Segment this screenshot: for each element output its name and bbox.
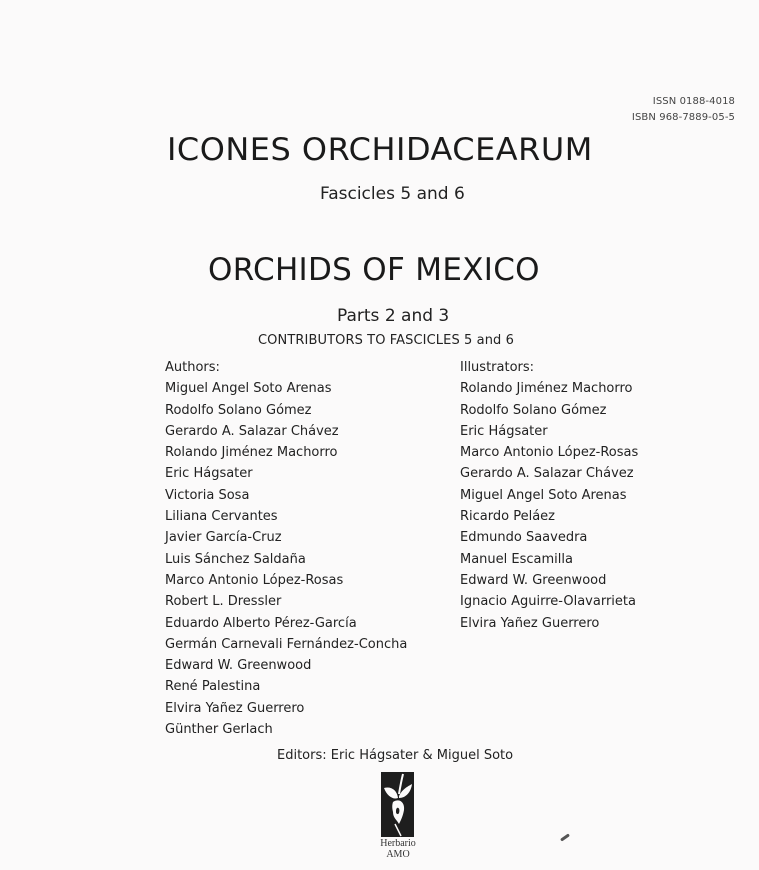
pen-mark <box>560 833 570 841</box>
illustrator-name: Rolando Jiménez Machorro <box>460 381 633 397</box>
illustrator-name: Elvira Yañez Guerrero <box>460 615 600 631</box>
illustrator-name: Miguel Angel Soto Arenas <box>460 487 627 503</box>
isbn: ISBN 968-7889-05-5 <box>631 112 735 123</box>
illustrator-name: Ignacio Aguirre-Olavarrieta <box>460 594 636 610</box>
author-name: René Palestina <box>165 679 261 695</box>
illustrator-name: Manuel Escamilla <box>460 551 573 567</box>
publisher-line-2: AMO <box>386 849 410 860</box>
editors-line: Editors: Eric Hágsater & Miguel Soto <box>277 748 514 763</box>
illustrator-name: Ricardo Peláez <box>460 509 555 525</box>
contributors-heading: CONTRIBUTORS TO FASCICLES 5 and 6 <box>258 333 514 348</box>
author-name: Elvira Yañez Guerrero <box>165 700 305 716</box>
author-name: Luis Sánchez Saldaña <box>165 551 306 567</box>
illustrator-name: Edmundo Saavedra <box>460 530 588 546</box>
author-name: Eric Hágsater <box>165 466 253 482</box>
publisher-name <box>366 838 430 860</box>
illustrator-name: Gerardo A. Salazar Chávez <box>460 466 634 482</box>
illustrator-name: Eric Hágsater <box>460 423 548 439</box>
illustrators-list <box>460 357 638 634</box>
illustrator-name: Rodolfo Solano Gómez <box>460 402 607 418</box>
identifiers-block <box>632 94 735 126</box>
author-name: Günther Gerlach <box>165 722 273 738</box>
author-name: Liliana Cervantes <box>165 509 278 525</box>
author-name: Gerardo A. Salazar Chávez <box>165 423 339 439</box>
author-name: Rolando Jiménez Machorro <box>165 445 338 461</box>
authors-list <box>165 357 407 740</box>
author-name: Eduardo Alberto Pérez-García <box>165 615 357 631</box>
authors-heading: Authors: <box>165 360 220 375</box>
series-title: ICONES ORCHIDACEARUM <box>167 132 593 168</box>
book-title: ORCHIDS OF MEXICO <box>208 252 540 288</box>
issn: ISSN 0188-4018 <box>652 96 735 107</box>
series-fascicles: Fascicles 5 and 6 <box>320 184 465 204</box>
author-name: Edward W. Greenwood <box>165 658 312 674</box>
illustrator-name: Edward W. Greenwood <box>460 572 607 588</box>
orchid-logo-icon <box>381 772 414 837</box>
author-name: Robert L. Dressler <box>165 594 282 610</box>
author-name: Rodolfo Solano Gómez <box>165 402 312 418</box>
author-name: Javier García-Cruz <box>165 530 282 546</box>
illustrator-name: Marco Antonio López-Rosas <box>460 445 639 461</box>
author-name: Germán Carnevali Fernández-Concha <box>165 636 408 652</box>
book-parts: Parts 2 and 3 <box>337 306 450 326</box>
publisher-line-1: Herbario <box>380 838 416 849</box>
author-name: Miguel Angel Soto Arenas <box>165 381 332 397</box>
author-name: Marco Antonio López-Rosas <box>165 572 344 588</box>
author-name: Victoria Sosa <box>165 487 250 503</box>
illustrators-heading: Illustrators: <box>460 360 535 375</box>
